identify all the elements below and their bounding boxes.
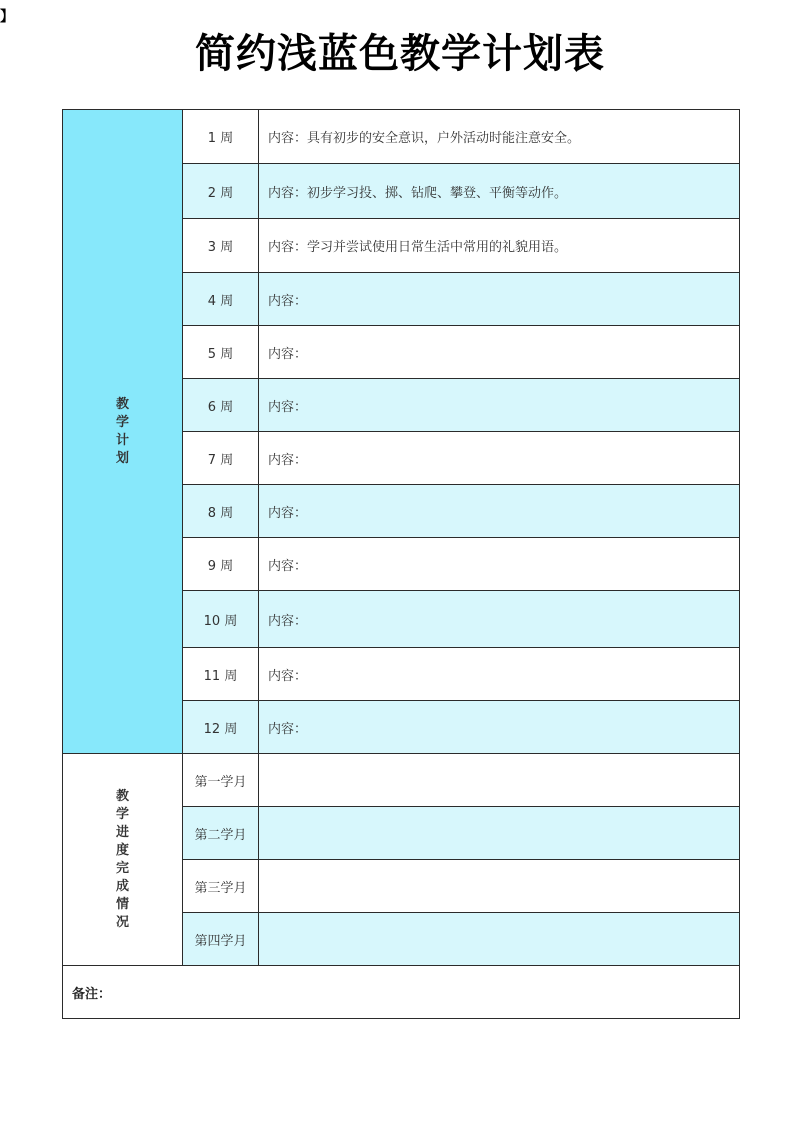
week-content[interactable]: 内容：学习并尝试使用日常生活中常用的礼貌用语。 <box>259 219 740 273</box>
teaching-plan-table <box>62 109 740 1019</box>
corner-mark: 】 <box>0 9 14 25</box>
week-content[interactable]: 内容：初步学习投、掷、钻爬、攀登、平衡等动作。 <box>259 164 740 219</box>
week-content[interactable]: 内容： <box>259 648 740 701</box>
plan-section-label <box>63 110 183 754</box>
week-label: 8 周 <box>183 485 259 538</box>
month-content[interactable] <box>259 807 740 860</box>
week-content[interactable]: 内容： <box>259 273 740 326</box>
week-label: 10 周 <box>183 591 259 648</box>
week-content[interactable]: 内容： <box>259 538 740 591</box>
week-content[interactable]: 内容： <box>259 485 740 538</box>
month-label: 第二学月 <box>183 807 259 860</box>
week-content[interactable]: 内容：具有初步的安全意识，户外活动时能注意安全。 <box>259 110 740 164</box>
plan-section-text: 教学计划 <box>115 396 129 466</box>
month-content[interactable] <box>259 913 740 966</box>
week-content[interactable]: 内容： <box>259 432 740 485</box>
month-label: 第一学月 <box>183 754 259 807</box>
week-content[interactable]: 内容： <box>259 591 740 648</box>
week-content[interactable]: 内容： <box>259 379 740 432</box>
remarks-row <box>63 966 740 1019</box>
table-row <box>63 754 740 807</box>
month-content[interactable] <box>259 754 740 807</box>
table-row <box>63 110 740 164</box>
month-content[interactable] <box>259 860 740 913</box>
week-label: 2 周 <box>183 164 259 219</box>
week-label: 6 周 <box>183 379 259 432</box>
week-content[interactable]: 内容： <box>259 701 740 754</box>
week-label: 4 周 <box>183 273 259 326</box>
progress-section-label <box>63 754 183 966</box>
progress-section-text: 教学进度完成情况 <box>115 788 129 930</box>
page-title: 简约浅蓝色教学计划表 <box>195 31 605 77</box>
week-label: 3 周 <box>183 219 259 273</box>
week-label: 1 周 <box>183 110 259 164</box>
week-label: 11 周 <box>183 648 259 701</box>
month-label: 第四学月 <box>183 913 259 966</box>
week-content[interactable]: 内容： <box>259 326 740 379</box>
week-label: 7 周 <box>183 432 259 485</box>
remarks-label[interactable]: 备注： <box>63 966 740 1019</box>
month-label: 第三学月 <box>183 860 259 913</box>
week-label: 5 周 <box>183 326 259 379</box>
week-label: 9 周 <box>183 538 259 591</box>
week-label: 12 周 <box>183 701 259 754</box>
